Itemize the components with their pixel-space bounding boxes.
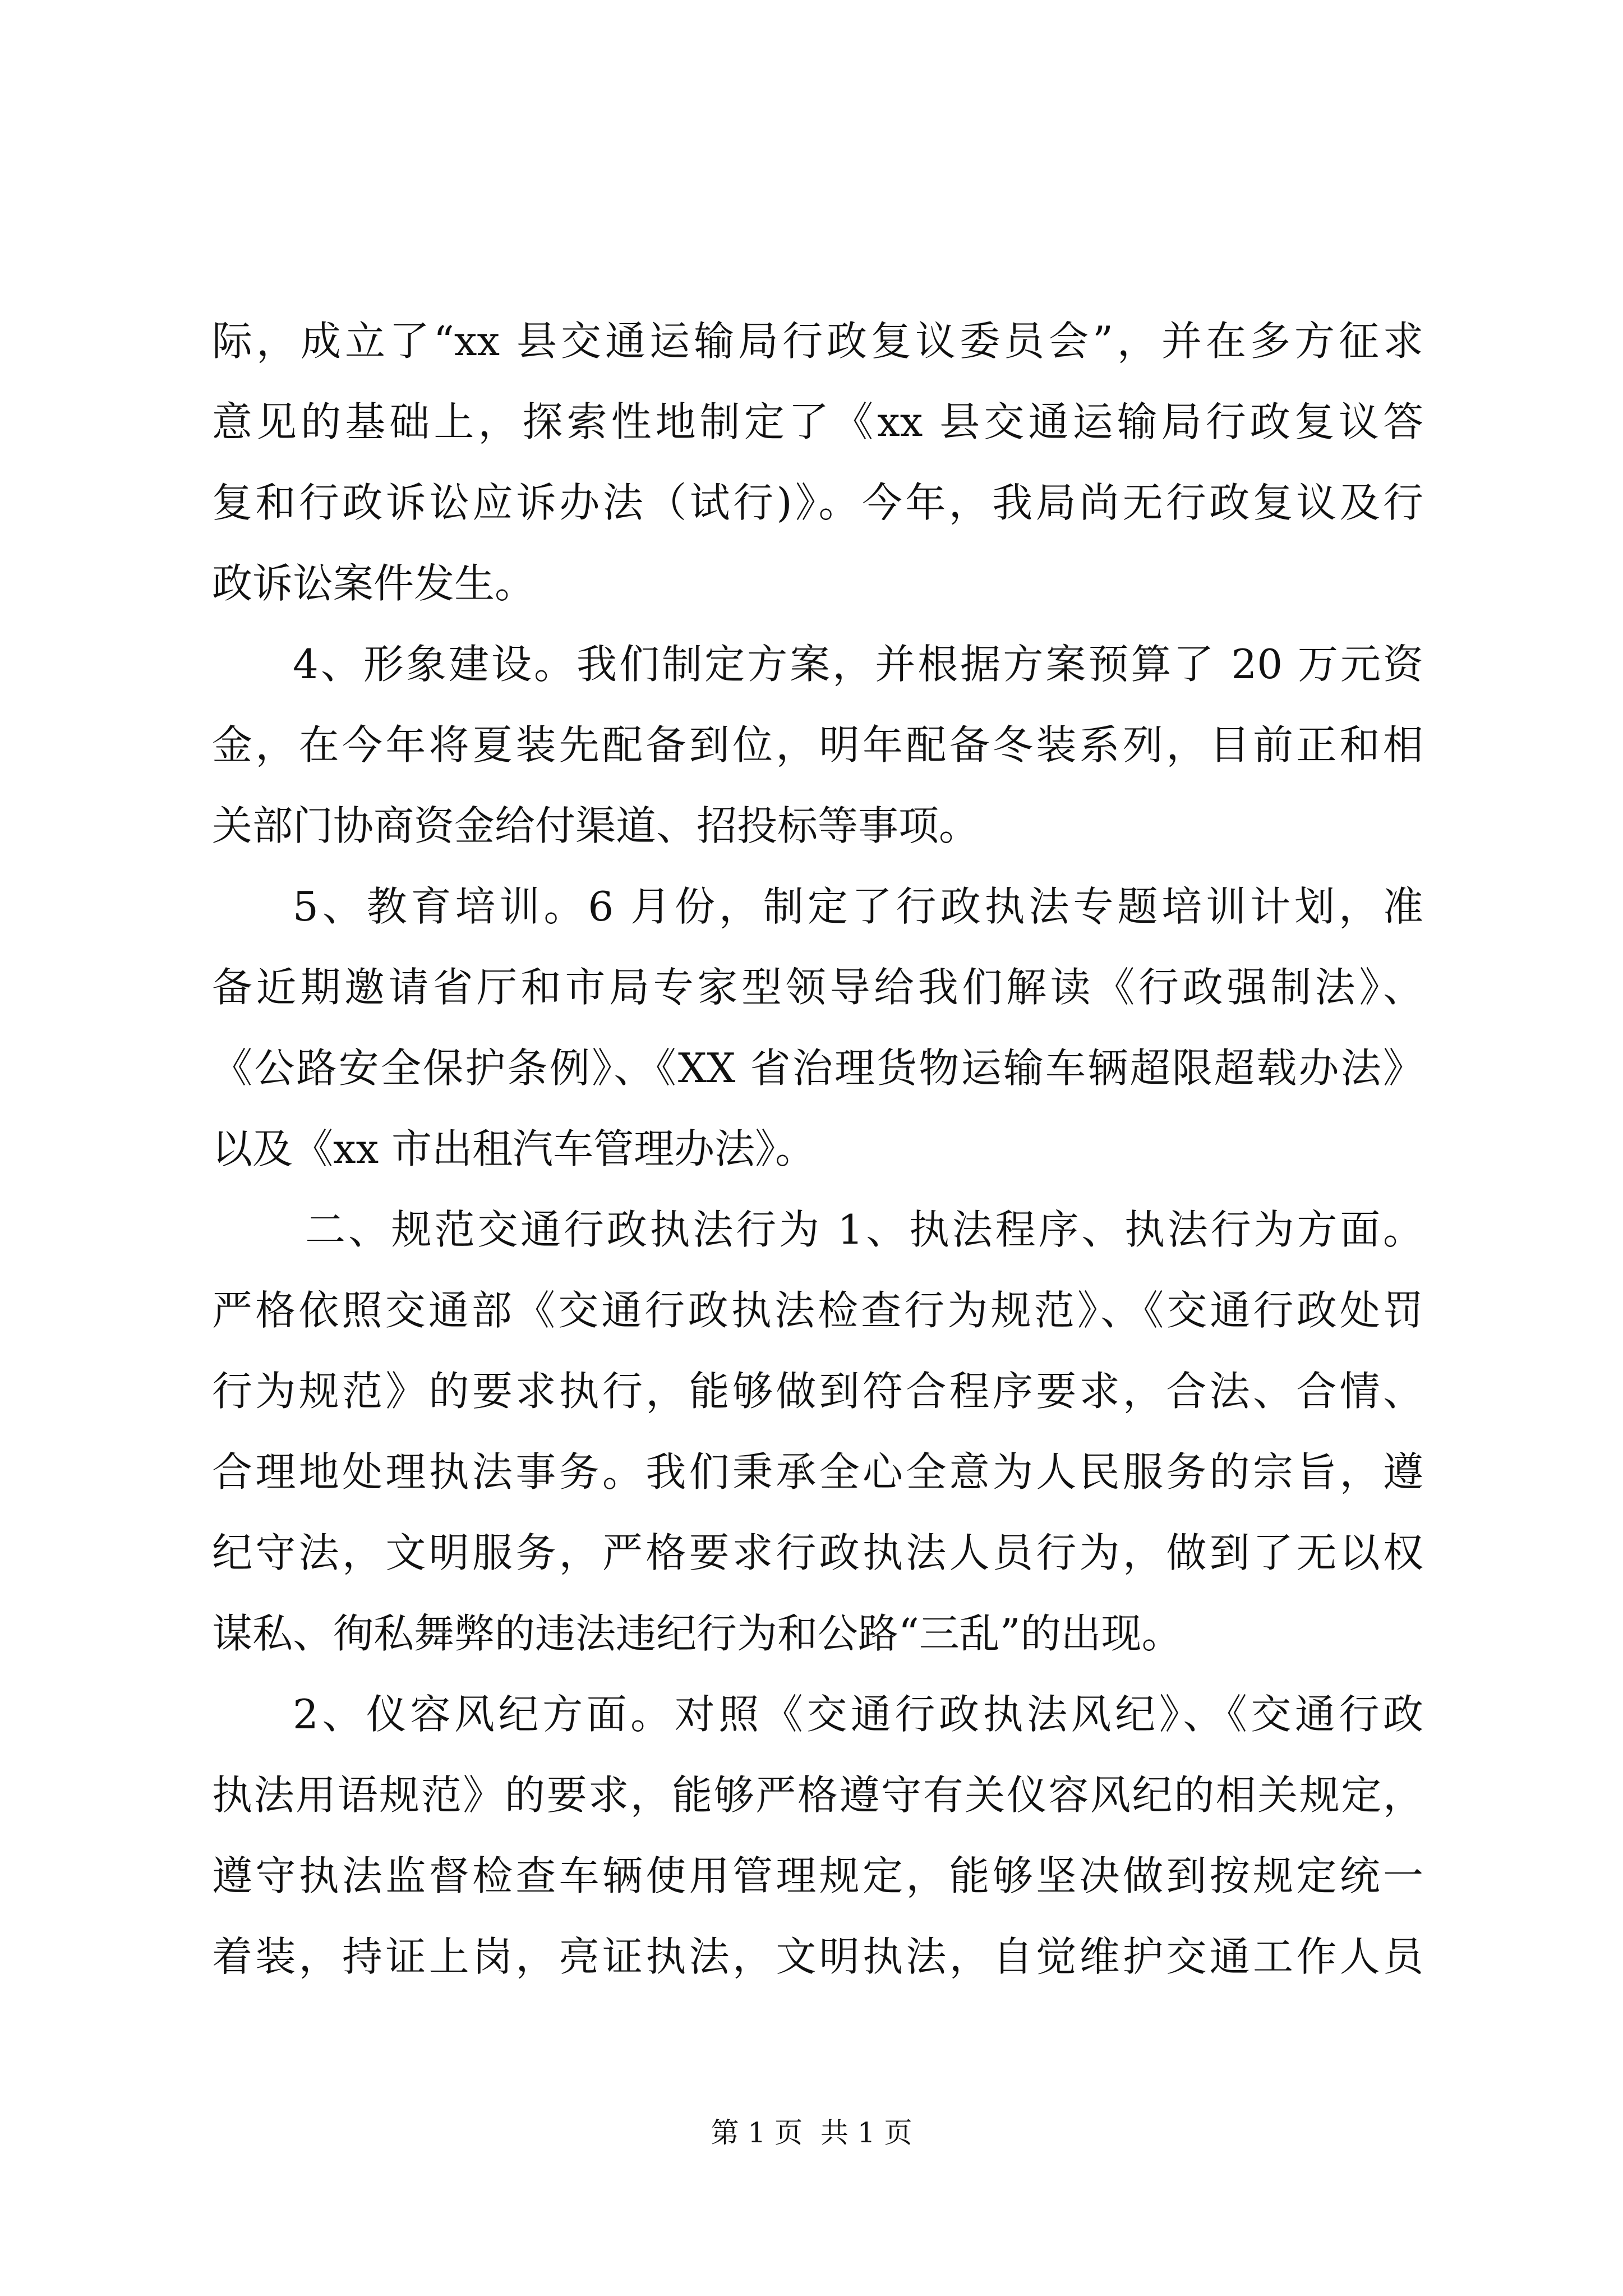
text-line: 谋私、徇私舞弊的违法违纪行为和公路“三乱”的出现。 <box>212 1610 1182 1657</box>
text-line: 意见的基础上，探索性地制定了《xx 县交通运输局行政复议答 <box>212 398 1423 445</box>
text-line: 严格依照交通部《交通行政执法检查行为规范》、《交通行政处罚 <box>212 1287 1423 1334</box>
text-line: 执法用语规范》的要求，能够严格遵守有关仪容风纪的相关规定， <box>212 1772 1423 1819</box>
text-line: 金，在今年将夏装先配备到位，明年配备冬装系列，目前正和相 <box>212 721 1423 769</box>
document-body <box>212 301 1423 1997</box>
text-line: 二、规范交通行政执法行为 1、执法程序、执法行为方面。 <box>305 1206 1423 1253</box>
page-number-footer: 第 1 页 共 1 页 <box>711 2116 912 2149</box>
text-line: 行为规范》的要求执行，能够做到符合程序要求，合法、合情、 <box>212 1368 1423 1415</box>
text-line: 《公路安全保护条例》、《XX 省治理货物运输车辆超限超载办法》 <box>212 1045 1423 1092</box>
text-line: 着装，持证上岗，亮证执法，文明执法，自觉维护交通工作人员 <box>212 1933 1423 1980</box>
text-line: 5、教育培训。6 月份，制定了行政执法专题培训计划，准 <box>293 883 1423 930</box>
text-line: 纪守法，文明服务，严格要求行政执法人员行为，做到了无以权 <box>212 1529 1423 1576</box>
text-line: 合理地处理执法事务。我们秉承全心全意为人民服务的宗旨，遵 <box>212 1448 1423 1496</box>
text-line: 备近期邀请省厅和市局专家型领导给我们解读《行政强制法》、 <box>212 964 1423 1011</box>
text-line: 以及《xx 市出租汽车管理办法》。 <box>212 1125 816 1172</box>
text-line: 2、仪容风纪方面。对照《交通行政执法风纪》、《交通行政 <box>293 1691 1423 1738</box>
text-line: 际，成立了“xx 县交通运输局行政复议委员会”，并在多方征求 <box>212 318 1423 365</box>
text-line: 遵守执法监督检查车辆使用管理规定，能够坚决做到按规定统一 <box>212 1852 1423 1899</box>
text-line: 政诉讼案件发生。 <box>212 560 536 607</box>
text-line: 4、形象建设。我们制定方案，并根据方案预算了 20 万元资 <box>293 641 1423 688</box>
text-line: 复和行政诉讼应诉办法（试行)》。今年，我局尚无行政复议及行 <box>212 479 1423 526</box>
text-line: 关部门协商资金给付渠道、招投标等事项。 <box>212 802 980 849</box>
